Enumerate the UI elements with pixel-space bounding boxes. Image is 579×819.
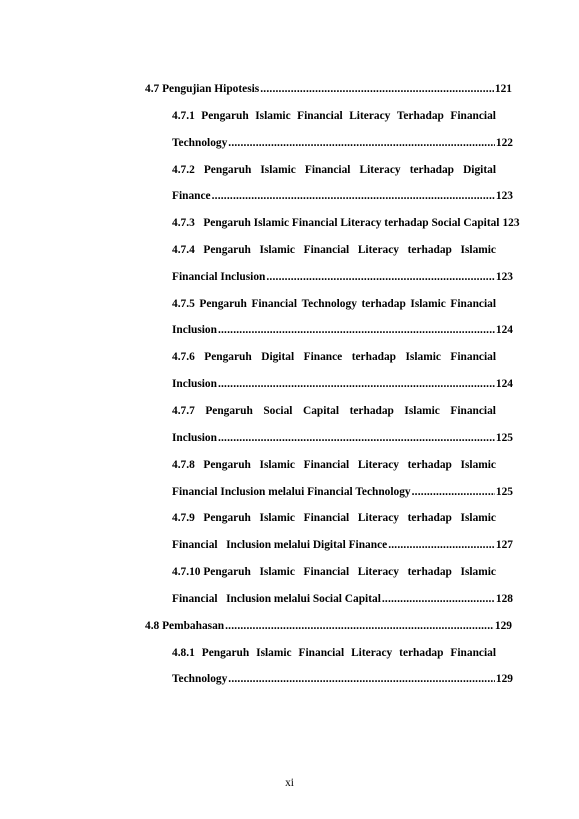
toc-page-number: 123	[495, 271, 513, 283]
toc-entry-title: Financial Inclusion melalui Digital Finance	[172, 539, 388, 551]
toc-leader-dots	[218, 377, 495, 391]
toc-entry-title: Finance	[172, 190, 211, 202]
toc-entry-4-8-1[interactable]	[172, 646, 496, 660]
toc-page-number: 129	[495, 673, 513, 685]
toc-leader-dots	[260, 82, 494, 96]
toc-entry-title: 4.7.3 Pengaruh Islamic Financial Literacy terhadap Social Capital	[172, 217, 500, 229]
page-number-footer: xi	[285, 777, 294, 789]
toc-entry-4-7-8-cont[interactable]	[172, 485, 513, 499]
toc-entry-title: 4.7.5 Pengaruh Financial Technology terhadap Islamic Financial	[172, 298, 496, 310]
toc-page-number: 122	[495, 137, 513, 149]
toc-entry-title: 4.7.8 Pengaruh Islamic Financial Literacy terhadap Islamic	[172, 459, 496, 471]
toc-entry-title: Inclusion	[172, 378, 217, 390]
toc-entry-4-7-2-cont[interactable]	[172, 189, 513, 203]
toc-entry-4-8[interactable]	[145, 619, 512, 633]
toc-page-number: 125	[495, 432, 513, 444]
toc-entry-4-7-10[interactable]	[172, 565, 496, 579]
toc-entry-title: Inclusion	[172, 432, 217, 444]
toc-entry-4-7-6-cont[interactable]	[172, 377, 513, 391]
toc-leader-dots	[388, 538, 495, 552]
toc-leader-dots	[218, 323, 495, 337]
toc-leader-dots	[225, 619, 494, 633]
toc-entry-title: Financial Inclusion melalui Social Capital	[172, 593, 381, 605]
toc-entry-4-7-7-cont[interactable]	[172, 431, 513, 445]
toc-entry-4-7-4-cont[interactable]	[172, 270, 513, 284]
toc-leader-dots	[228, 136, 495, 150]
toc-entry-4-7-3[interactable]	[172, 216, 520, 230]
toc-entry-title: Technology	[172, 137, 228, 149]
toc-entry-4-7-5-cont[interactable]	[172, 323, 513, 337]
toc-entry-title: 4.7.2 Pengaruh Islamic Financial Literacy terhadap Digital	[172, 164, 496, 176]
toc-page-number: 124	[495, 324, 513, 336]
toc-page-number: 121	[494, 83, 512, 95]
toc-entry-4-7-5[interactable]	[172, 297, 496, 311]
toc-entry-4-7-9[interactable]	[172, 511, 496, 525]
toc-page-number: 123	[495, 190, 513, 202]
toc-leader-dots	[412, 485, 495, 499]
toc-page-number: 124	[495, 378, 513, 390]
toc-entry-title: 4.8.1 Pengaruh Islamic Financial Literacy terhadap Financial	[172, 647, 496, 659]
toc-entry-title: 4.8 Pembahasan	[145, 620, 225, 632]
toc-leader-dots	[228, 672, 495, 686]
toc-page-number: 128	[495, 593, 513, 605]
toc-entry-4-7-4[interactable]	[172, 243, 496, 257]
toc-entry-4-7-7[interactable]	[172, 404, 496, 418]
toc-entry-4-7-8[interactable]	[172, 458, 496, 472]
toc-leader-dots	[266, 270, 495, 284]
toc-entry-title: Inclusion	[172, 324, 217, 336]
toc-entry-title: 4.7.4 Pengaruh Islamic Financial Literacy terhadap Islamic	[172, 244, 496, 256]
toc-entry-4-8-1-cont[interactable]	[172, 672, 513, 686]
toc-page-number: 123	[502, 217, 520, 229]
toc-entry-4-7-9-cont[interactable]	[172, 538, 513, 552]
toc-page-number: 127	[495, 539, 513, 551]
toc-entry-title: 4.7.6 Pengaruh Digital Finance terhadap Islamic Financial	[172, 351, 496, 363]
toc-leader-dots	[212, 189, 495, 203]
toc-leader-dots	[218, 431, 495, 445]
toc-entry-4-7-10-cont[interactable]	[172, 592, 513, 606]
toc-entry-title: Financial Inclusion melalui Financial Technology	[172, 486, 411, 498]
toc-leader-dots	[382, 592, 495, 606]
toc-entry-title: 4.7.10 Pengaruh Islamic Financial Literacy terhadap Islamic	[172, 566, 496, 578]
toc-entry-title: 4.7.1 Pengaruh Islamic Financial Literacy Terhadap Financial	[172, 110, 496, 122]
toc-entry-4-7-1[interactable]	[172, 109, 496, 123]
toc-page-number: 125	[495, 486, 513, 498]
toc-entry-title: Financial Inclusion	[172, 271, 266, 283]
toc-entry-4-7-1-cont[interactable]	[172, 136, 513, 150]
toc-entry-4-7-2[interactable]	[172, 163, 496, 177]
toc-entry-title: 4.7 Pengujian Hipotesis	[145, 83, 260, 95]
toc-entry-title: Technology	[172, 673, 228, 685]
toc-entry-title: 4.7.7 Pengaruh Social Capital terhadap Islamic Financial	[172, 405, 496, 417]
toc-entry-4-7-6[interactable]	[172, 350, 496, 364]
toc-entry-title: 4.7.9 Pengaruh Islamic Financial Literacy terhadap Islamic	[172, 512, 496, 524]
toc-entry-4-7[interactable]	[145, 82, 512, 96]
toc-page-number: 129	[494, 620, 512, 632]
